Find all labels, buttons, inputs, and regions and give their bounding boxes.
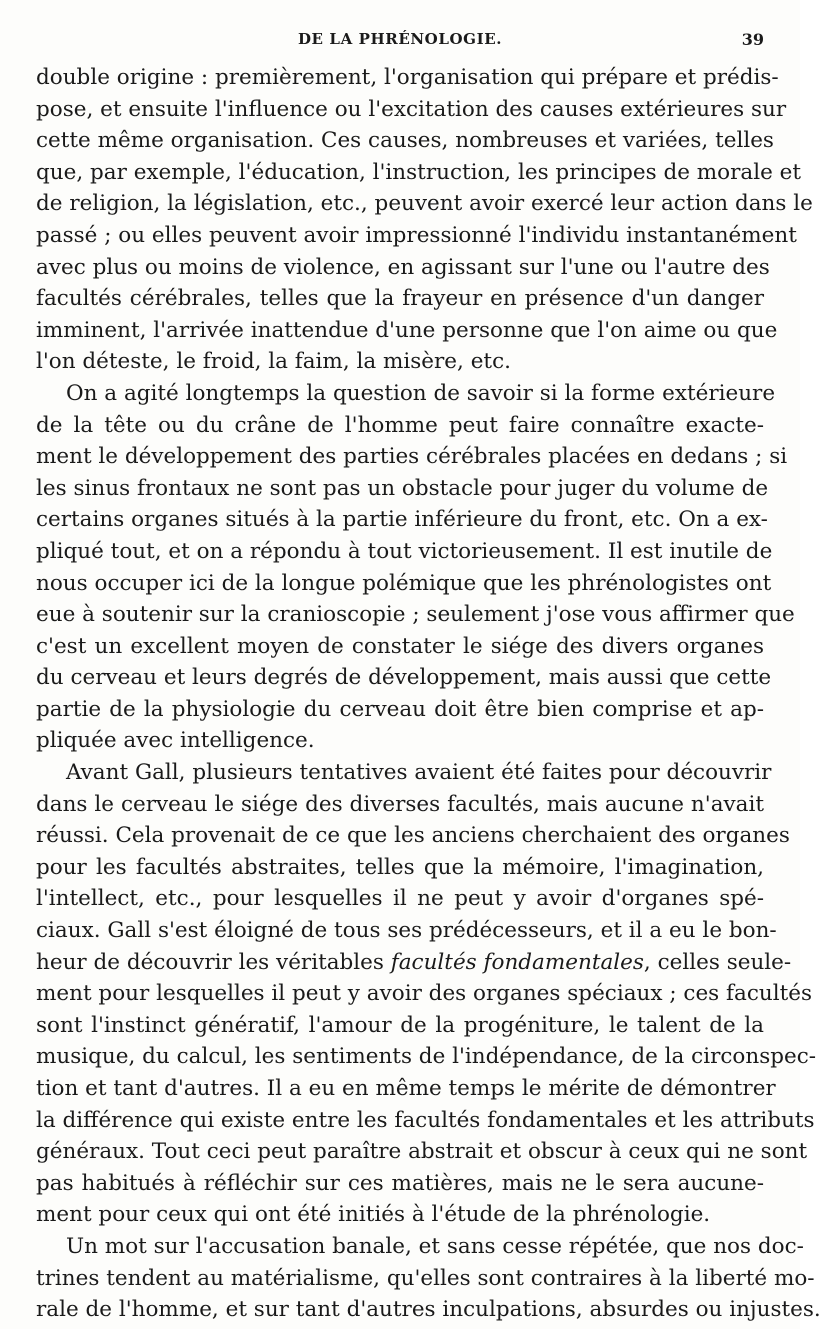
text-line: passé ; ou elles peuvent avoir impressionné l'individu instantanément: [36, 222, 797, 248]
text-line: Avant Gall, plusieurs tentatives avaient été faites pour découvrir: [66, 760, 772, 786]
running-head: [36, 30, 764, 54]
text-line: rale de l'homme, et sur tant d'autres inculpations, absurdes ou injustes.: [36, 1297, 821, 1323]
text-line: réussi. Cela provenait de ce que les anciens cherchaient des organes: [36, 823, 790, 849]
text-line: Un mot sur l'accusation banale, et sans cesse répétée, que nos doc-: [66, 1233, 804, 1259]
text-line: ment le développement des parties cérébrales placées en dedans ; si: [36, 444, 788, 470]
text-line: pliqué tout, et on a répondu à tout victorieusement. Il est inutile de: [36, 538, 773, 564]
paragraph: [36, 757, 817, 1231]
italic-term: facultés fondamentales: [390, 949, 644, 975]
text-line: cette même organisation. Ces causes, nombreuses et variées, telles: [36, 128, 774, 154]
text-line: ciaux. Gall s'est éloigné de tous ses prédécesseurs, et il a eu le bon-: [36, 918, 777, 944]
text-line: facultés cérébrales, telles que la frayeur en présence d'un danger: [36, 286, 764, 312]
text-line: pas habitués à réfléchir sur ces matières, mais ne le sera aucune-: [36, 1170, 764, 1196]
paragraph: [36, 62, 813, 378]
text-line: c'est un excellent moyen de constater le siége des divers organes: [36, 633, 764, 659]
text-line: l'intellect, etc., pour lesquelles il ne peut y avoir d'organes spé-: [36, 886, 764, 912]
text-line: avec plus ou moins de violence, en agissant sur l'une ou l'autre des: [36, 254, 770, 280]
text-line: pour les facultés abstraites, telles que la mémoire, l'imagination,: [36, 854, 764, 880]
text-line: pose, et ensuite l'influence ou l'excitation des causes extérieures sur: [36, 96, 787, 122]
text-line: ment pour lesquelles il peut y avoir des organes spéciaux ; ces facultés: [36, 981, 812, 1007]
page-number: 39: [741, 30, 764, 49]
text-line: double origine : premièrement, l'organisation qui prépare et prédis-: [36, 65, 779, 90]
text-line: pliquée avec intelligence.: [36, 728, 315, 754]
text-line: certains organes situés à la partie inférieure du front, etc. On a ex-: [36, 507, 768, 533]
text-line: dans le cerveau le siége des diverses facultés, mais aucune n'avait: [36, 791, 764, 817]
text-line: la différence qui existe entre les facultés fondamentales et les attributs: [36, 1107, 815, 1133]
text-line: du cerveau et leurs degrés de développement, mais aussi que cette: [36, 665, 772, 691]
text-line: que, par exemple, l'éducation, l'instruction, les principes de morale et: [36, 159, 802, 185]
text-line: généraux. Tout ceci peut paraître abstrait et obscur à ceux qui ne sont: [36, 1139, 808, 1165]
text-line: eue à soutenir sur la cranioscopie ; seulement j'ose vous affirmer que: [36, 602, 795, 628]
paragraph: [36, 378, 795, 757]
text-line: partie de la physiologie du cerveau doit être bien comprise et ap-: [36, 696, 764, 722]
text-line: On a agité longtemps la question de savoir si la forme extérieure: [66, 380, 776, 406]
text-line: musique, du calcul, les sentiments de l'indépendance, de la circonspec-: [36, 1044, 817, 1070]
text-line: les sinus frontaux ne sont pas un obstacle pour juger du volume de: [36, 475, 769, 501]
text-line: sont l'instinct génératif, l'amour de la progéniture, le talent de la: [36, 1012, 764, 1038]
text-line: imminent, l'arrivée inattendue d'une personne que l'on aime ou que: [36, 317, 778, 343]
text-line: nous occuper ici de la longue polémique que les phrénologistes ont: [36, 570, 772, 596]
text-line: ment pour ceux qui ont été initiés à l'étude de la phrénologie.: [36, 1202, 711, 1228]
text-line: l'on déteste, le froid, la faim, la misère, etc.: [36, 349, 511, 375]
text-line: trines tendent au matérialisme, qu'elles sont contraires à la liberté mo-: [36, 1265, 815, 1291]
running-title: DE LA PHRÉNOLOGIE.: [297, 30, 503, 48]
text-line: tion et tant d'autres. Il a eu en même temps le mérite de démontrer: [36, 1076, 776, 1101]
text-line: de la tête ou du crâne de l'homme peut faire connaître exacte-: [36, 412, 764, 438]
body-text: [36, 62, 821, 1326]
text-line: de religion, la législation, etc., peuvent avoir exercé leur action dans le: [36, 191, 813, 217]
text-line: heur de découvrir les véritables facultés fondamentales, celles seule-: [36, 949, 792, 975]
paragraph: [36, 1231, 821, 1326]
